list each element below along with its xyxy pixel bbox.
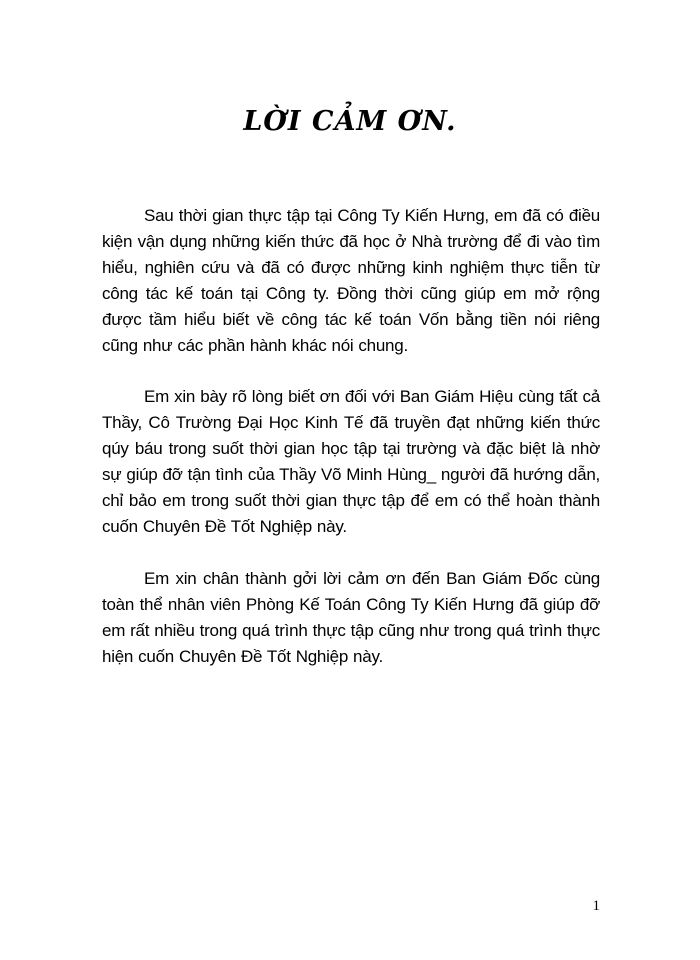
paragraph-2: Em xin bày rõ lòng biết ơn đối với Ban Giám Hiệu cùng tất cả Thầy, Cô Trường Đại Học Kinh Tế đã truyền đạt những kiến thức qúy báu trong suốt thời gian học tập tại trường và đặc biệt là nhờ sự giúp đỡ tận tình của Thầy Võ Minh Hùng_ người đã hướng dẫn, chỉ bảo em trong suốt thời gian thực tập để em có thể hoàn thành cuốn Chuyên Đề Tốt Nghiệp này.	[102, 387, 600, 536]
paragraph-3: Em xin chân thành gởi lời cảm ơn đến Ban Giám Đốc cùng toàn thể nhân viên Phòng Kế Toán Công Ty Kiến Hưng đã giúp đỡ em rất nhiều trong quá trình thực tập cũng như trong quá trình thực hiện cuốn Chuyên Đề Tốt Nghiệp này.	[102, 569, 600, 666]
page-number: 1	[592, 898, 600, 914]
page-title: LỜI CẢM ƠN.	[243, 106, 457, 137]
paragraph-1: Sau thời gian thực tập tại Công Ty Kiến Hưng, em đã có điều kiện vận dụng những kiến thức đã học ở Nhà trường để đi vào tìm hiểu, nghiên cứu và đã có được những kinh nghiệm thực tiễn từ công tác kế toán tại Công ty. Đồng thời cũng giúp em mở rộng được tầm hiểu biết về công tác kế toán Vốn bằng tiền nói riêng cũng như các phần hành khác nói chung.	[102, 206, 600, 355]
